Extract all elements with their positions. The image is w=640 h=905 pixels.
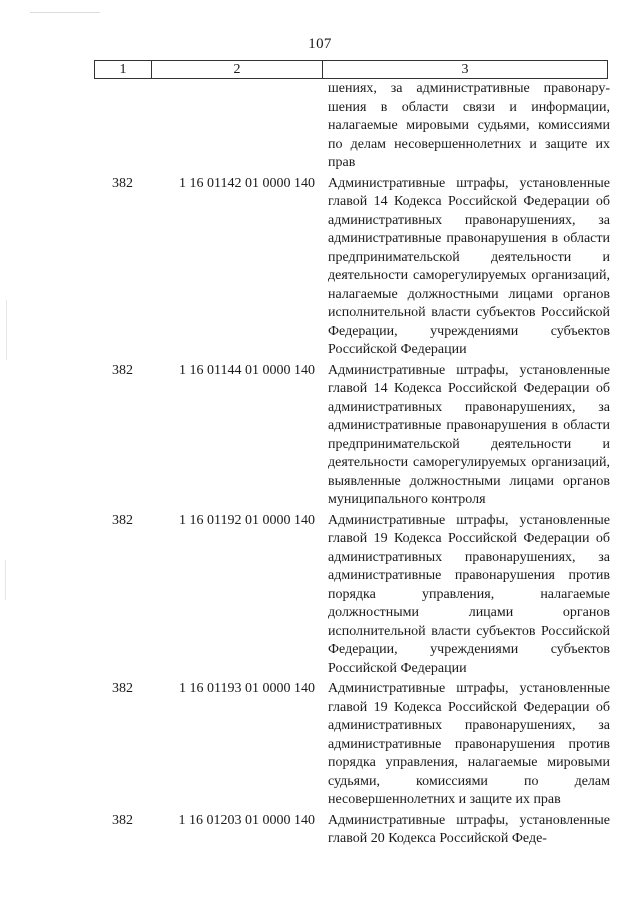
budget-code-cell: 1 16 01203 01 0000 140 [178, 812, 315, 828]
budget-code-cell: 1 16 01192 01 0000 140 [179, 512, 315, 528]
scan-edge-mark [30, 12, 100, 13]
description-cell: шениях, за административные правонарушения в области связи и информации, налагаемые мировыми судьями, комиссиями по делам несовершеннолетних и защите их прав [328, 81, 610, 170]
table-row [0, 80, 640, 173]
header-col-1: 1 [95, 61, 152, 78]
table-row [0, 362, 640, 510]
admin-code-cell: 382 [112, 512, 133, 528]
table-row [0, 512, 640, 679]
description-cell: Административные штрафы, установленные главой 14 Кодекса Российской Федерации об административных правонарушениях, за административные правонарушения в области предпринимательской деятельности и деятельности саморегулируемых организаций, выявленные должностными лицами органов муниципального контроля [328, 362, 610, 507]
admin-code-cell: 382 [112, 681, 133, 696]
budget-code-cell [133, 80, 328, 173]
budget-code-cell: 1 16 01142 01 0000 140 [179, 175, 315, 191]
table-header [94, 60, 608, 79]
table-row [0, 175, 640, 360]
table-row [0, 680, 640, 810]
description-cell: Административные штрафы, установленные главой 20 Кодекса Российской Феде- [328, 812, 610, 846]
header-col-2: 2 [152, 61, 323, 78]
table-row [0, 812, 640, 849]
page-number: 107 [308, 36, 332, 52]
table-body [0, 80, 640, 849]
budget-code-cell: 1 16 01193 01 0000 140 [179, 681, 315, 696]
admin-code-cell: 382 [112, 812, 133, 828]
admin-code-cell: 382 [112, 175, 133, 191]
budget-code-cell: 1 16 01144 01 0000 140 [179, 362, 315, 378]
header-col-3: 3 [461, 62, 469, 77]
description-cell: Административные штрафы, установленные главой 14 Кодекса Российской Федерации об административных правонарушениях, за административные правонарушения в области предпринимательской деятельности и деятельности саморегулируемых организаций, налагаемые должностными лицами органов исполнительной власти субъектов Российской Федерации, учреждениями субъектов Российской Федерации [328, 175, 610, 357]
admin-code-cell [0, 80, 133, 173]
description-cell: Административные штрафы, установленные главой 19 Кодекса Российской Федерации об административных правонарушениях, за административные правонарушения против порядка управления, налагаемые должностными лицами органов исполнительной власти субъектов Российской Федерации, учреждениями субъектов Российской Федерации [328, 512, 610, 676]
description-cell: Административные штрафы, установленные главой 19 Кодекса Российской Федерации об административных правонарушениях, за административные правонарушения против порядка управления, налагаемые мировыми судьями, комиссиями по делам несовершеннолетних и защите их прав [328, 681, 610, 807]
admin-code-cell: 382 [112, 362, 133, 378]
